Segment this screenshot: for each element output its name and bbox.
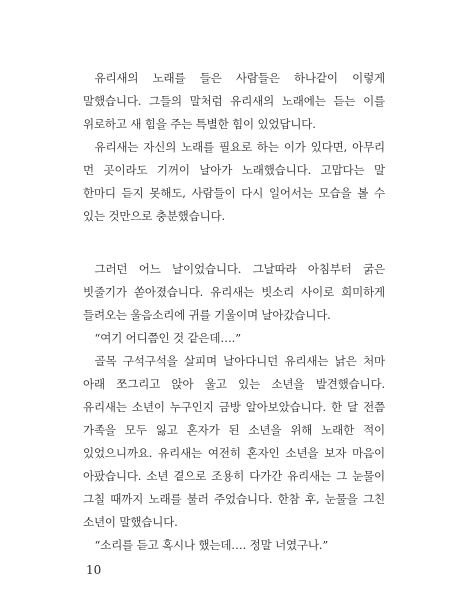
dialogue-line: “여기 어디쯤인 것 같은데….” [94,331,241,345]
dialogue-line: “소리를 듣고 혹시나 했는데…. 정말 너였구나.” [94,538,329,552]
text-section-1 [83,67,385,228]
page-number: 10 [86,563,102,577]
text-section-2 [83,258,385,557]
paragraph: 유리새는 자신의 노래를 필요로 하는 이가 있다면, 아무리 먼 곳이라도 기꺼이 날아가 노래했습니다. 고맙다는 말 한마디 듣지 못해도, 사람들이 다시 일어서는 모습을 볼 수 있는 것만으로 충분했습니다. [83,140,385,223]
paragraph: 유리새의 노래를 들은 사람들은 하나같이 이렇게 말했습니다. 그들의 말처럼 유리새의 노래에는 듣는 이를 위로하고 새 힘을 주는 특별한 힘이 있었답니다. [83,71,385,131]
paragraph: 그러던 어느 날이었습니다. 그날따라 아침부터 굵은 빗줄기가 쏟아졌습니다. 유리새는 빗소리 사이로 희미하게 들려오는 울음소리에 귀를 기울이며 날아갔습니다. [83,262,385,322]
paragraph: 골목 구석구석을 살피며 날아다니던 유리새는 낡은 처마 아래 쪼그리고 앉아 울고 있는 소년을 발견했습니다. 유리새는 소년이 누구인지 금방 알아보았습니다. 한 달 전쯤 가족을 모두 잃고 혼자가 된 소년을 위해 노래한 적이 있었으니까요. 유리새는 여전히 혼자인 소년을 보자 마음이 아팠습니다. 소년 곁으로 조용히 다가간 유리새는 그 눈물이 그칠 때까지 노래를 불러 주었습니다. 한참 후, 눈물을 그친 소년이 말했습니다. [83,354,385,529]
